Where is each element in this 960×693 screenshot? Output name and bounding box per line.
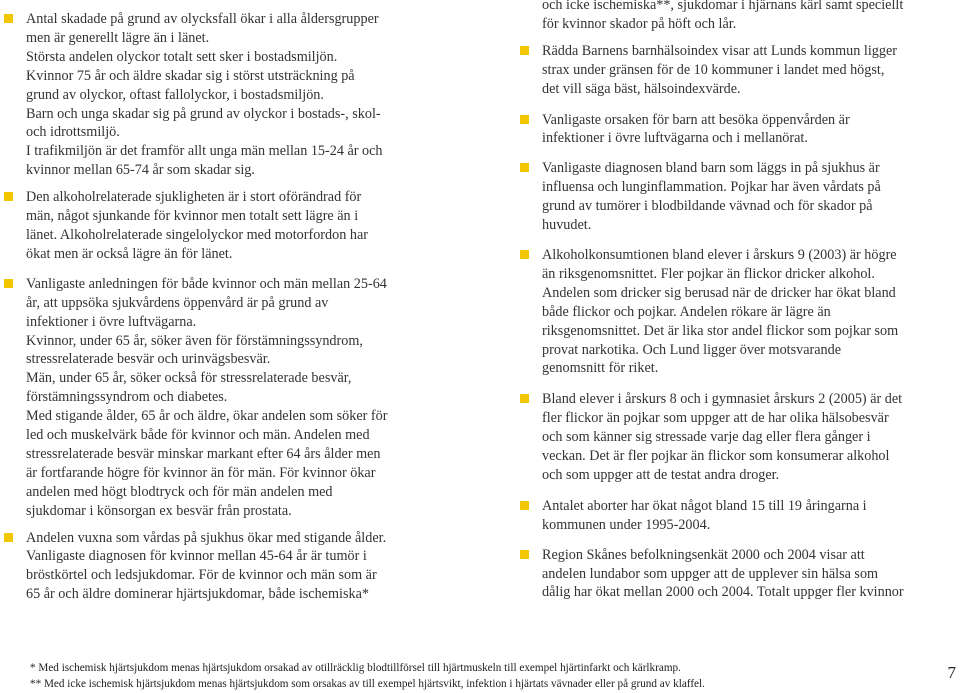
bullet-item [4, 188, 442, 264]
text-line: Med stigande ålder, 65 år och äldre, ökar andelen som söker för [26, 408, 388, 425]
text-line: Kvinnor, under 65 år, söker även för förstämningssyndrom, [26, 332, 363, 349]
text-line: men är generellt lägre än i länet. [26, 29, 210, 46]
bullet-square-icon [520, 550, 529, 559]
text-line: Vanligaste anledningen för både kvinnor och män mellan 25-64 [26, 275, 387, 292]
text-line: Barn och unga skadar sig på grund av olyckor i bostads-, skol- [26, 105, 381, 122]
text-line: andelen med högt blodtryck och för män andelen med [26, 483, 333, 500]
text-line: och idrottsmiljö. [26, 124, 120, 141]
text-line: ökat men är också lägre än för länet. [26, 245, 233, 262]
text-line: grund av olyckor, oftast fallolyckor, i bostadsmiljön. [26, 86, 324, 103]
bullet-item [520, 159, 960, 235]
text-line: stressrelaterade besvär och urinvägsbesvär. [26, 351, 271, 368]
text-line: strax under gränsen för de 10 kommuner i landet med högst, [542, 61, 885, 78]
text-line: Den alkoholrelaterade sjukligheten är i stort oförändrad för [26, 189, 362, 206]
text-line: Vanligaste diagnosen för kvinnor mellan 45-64 år är tumör i [26, 548, 367, 565]
text-line: det vill säga bäst, hälsoindexvärde. [542, 80, 741, 97]
bullet-square-icon [520, 46, 529, 55]
text-line: för kvinnor skador på höft och lår. [542, 15, 737, 32]
bullet-item [520, 246, 960, 378]
text-line: och som uppger att de testat andra droger. [542, 466, 780, 483]
text-line: Bland elever i årskurs 8 och i gymnasiet årskurs 2 (2005) är det [542, 391, 903, 408]
text-line: genomsnitt för riket. [542, 360, 659, 377]
bullet-item [520, 546, 960, 603]
text-line: huvudet. [542, 217, 592, 234]
text-line: Region Skånes befolkningsenkät 2000 och 2004 visar att [542, 546, 865, 563]
text-line: grund av tumörer i blodbildande vävnad och för skador på [542, 198, 873, 215]
text-line: Män, under 65 år, söker också för stressrelaterade besvär, [26, 370, 352, 387]
text-line: sjukdomar i könsorgan ex besvär från prostata. [26, 502, 292, 519]
text-line: infektioner i övre luftvägarna. [26, 313, 197, 330]
bullet-square-icon [4, 192, 13, 201]
bullet-square-icon [520, 394, 529, 403]
text-line: Rädda Barnens barnhälsoindex visar att Lunds kommun ligger [542, 42, 898, 59]
text-line: stressrelaterade besvär minskar markant efter 64 års ålder men [26, 445, 381, 462]
text-line: Antal skadade på grund av olycksfall ökar i alla åldersgrupper [26, 11, 379, 27]
footnotes [30, 661, 910, 692]
bullet-square-icon [4, 14, 13, 23]
left-column [4, 0, 442, 604]
bullet-item [520, 497, 960, 535]
bullet-square-icon [520, 163, 529, 172]
page-number: 7 [947, 663, 956, 682]
text-line: 65 år och äldre dominerar hjärtsjukdomar, både ischemiska* [26, 586, 369, 603]
footnote-ischemic: * Med ischemisk hjärtsjukdom menas hjärtsjukdom orsakad av otillräcklig blodtillförsel till hjärtmuskeln till exempel hjärtinfarkt och kärlkramp. [30, 662, 681, 674]
text-line: Alkoholkonsumtionen bland elever i årskurs 9 (2003) är högre [542, 246, 897, 263]
text-line: fler flickor än pojkar som uppger att de har olika hälsobesvär [542, 410, 889, 427]
bullet-item [520, 390, 960, 485]
text-line: än riksgenomsnittet. Fler pojkar än flickor dricker alkohol. [542, 265, 875, 282]
text-line: kommunen under 1995-2004. [542, 516, 711, 533]
bullet-item [520, 111, 960, 149]
bullet-item [520, 42, 960, 99]
text-line: och som känner sig stressade varje dag eller flera gånger i [542, 429, 871, 446]
text-line: kvinnor mellan 65-74 år som skadar sig. [26, 162, 255, 179]
bullet-square-icon [520, 501, 529, 510]
text-line: män, något sjunkande för kvinnor men totalt sett lägre än i [26, 208, 359, 225]
bullet-item [520, 0, 960, 34]
bullet-item [4, 275, 442, 521]
text-line: år, att uppsöka sjukvårdens öppenvård är på grund av [26, 294, 329, 311]
text-line: är fortfarande högre för kvinnor än för män. För kvinnor ökar [26, 464, 376, 481]
text-line: Största andelen olyckor totalt sett sker i bostadsmiljön. [26, 48, 338, 65]
text-line: andelen lundabor som uppger att de upplever sin hälsa som [542, 565, 879, 582]
text-line: dålig har ökat mellan 2000 och 2004. Totalt uppger fler kvinnor [542, 584, 904, 601]
text-line: länet. Alkoholrelaterade singelolyckor med motorfordon har [26, 226, 368, 243]
text-line: Vanligaste orsaken för barn att besöka öppenvården är [542, 111, 850, 128]
bullet-square-icon [520, 250, 529, 259]
text-line: Antalet aborter har ökat något bland 15 till 19 åringarna i [542, 497, 867, 514]
footnote-non-ischemic: ** Med icke ischemisk hjärtsjukdom menas hjärtsjukdom som orsakas av till exempel hjärtsvikt, infektion i hjärtats vävnader eller på grund av klaffel. [30, 677, 705, 690]
bullet-item [4, 529, 442, 605]
text-line: bröstkörtel och ledsjukdomar. För de kvinnor och män som är [26, 567, 377, 584]
text-line: Kvinnor 75 år och äldre skadar sig i störst utsträckning på [26, 67, 355, 84]
bullet-square-icon [520, 115, 529, 124]
text-line: riksgenomsnittet. Det är lika stor andel flickor som pojkar som [542, 322, 899, 339]
text-line: I trafikmiljön är det framför allt unga män mellan 15-24 år och [26, 143, 383, 160]
text-line: Vanligaste diagnosen bland barn som läggs in på sjukhus är [542, 160, 880, 177]
right-column [520, 0, 960, 602]
text-line: provat narkotika. Och Lund ligger över motsvarande [542, 341, 842, 358]
text-line: infektioner i övre luftvägarna och i mellanörat. [542, 130, 808, 147]
text-line: förstämningssyndrom och diabetes. [26, 389, 228, 406]
text-line: influensa och lunginflammation. Pojkar har även vårdats på [542, 179, 881, 196]
text-line: led och muskelvärk både för kvinnor och män. Andelen med [26, 427, 370, 444]
text-line: både flickor och pojkar. Andelen rökare är lägre än [542, 303, 831, 320]
text-line: veckan. Det är fler pojkar än flickor som konsumerar alkohol [542, 448, 890, 465]
bullet-square-icon [4, 533, 13, 542]
bullet-square-icon [4, 279, 13, 288]
text-line: och icke ischemiska**, sjukdomar i hjärnans kärl samt speciellt [542, 0, 904, 13]
text-line: Andelen som dricker sig berusad när de dricker har ökat bland [542, 284, 896, 301]
text-line: Andelen vuxna som vårdas på sjukhus ökar med stigande ålder. [26, 529, 387, 546]
bullet-item [4, 10, 442, 180]
